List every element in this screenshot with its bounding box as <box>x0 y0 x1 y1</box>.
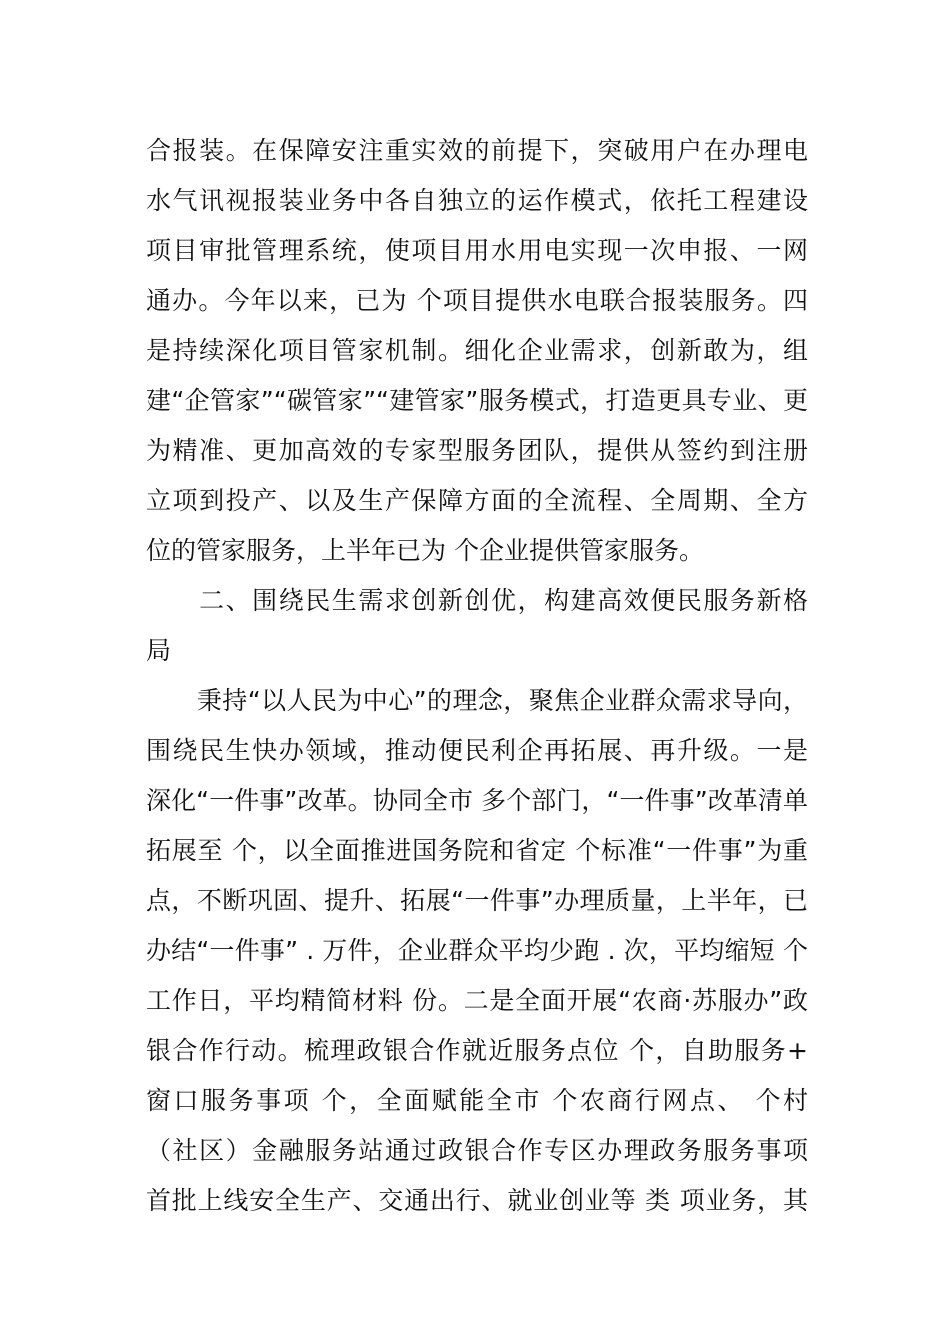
text-line: 办结“一件事” . 万件，企业群众平均少跑 . 次，平均缩短 个 <box>146 936 808 965</box>
text-line: （社区）金融服务站通过政银合作专区办理政务服务事项 <box>146 1136 808 1165</box>
text-line: 建“企管家”“碳管家”“建管家”服务模式，打造更具专业、更 <box>146 386 808 415</box>
text-line: 秉持“以人民为中心”的理念，聚焦企业群众需求导向， <box>146 686 808 715</box>
section-heading-end: 局 <box>146 636 172 665</box>
text-line: 水气讯视报装业务中各自独立的运作模式，依托工程建设 <box>146 186 808 215</box>
text-line: 点，不断巩固、提升、拓展“一件事”办理质量，上半年，已 <box>146 886 808 915</box>
document-body <box>146 126 808 1226</box>
text-line: 工作日，平均精简材料 份。二是全面开展“农商·苏服办”政 <box>146 986 808 1015</box>
text-line: 为精准、更加高效的专家型服务团队，提供从签约到注册 <box>146 436 808 465</box>
paragraph-last-line: 位的管家服务，上半年已为 个企业提供管家服务。 <box>146 536 704 565</box>
text-line: 是持续深化项目管家机制。细化企业需求，创新敢为，组 <box>146 336 808 365</box>
text-line: 拓展至 个，以全面推进国务院和省定 个标准“一件事”为重 <box>146 836 808 865</box>
section-heading: 二、围绕民生需求创新创优，构建高效便民服务新格 <box>146 586 808 615</box>
text-line: 项目审批管理系统，使项目用水用电实现一次申报、一网 <box>146 236 808 265</box>
text-line: 立项到投产、以及生产保障方面的全流程、全周期、全方 <box>146 486 808 515</box>
text-line: 深化“一件事”改革。协同全市 多个部门，“一件事”改革清单 <box>146 786 808 815</box>
text-line: 合报装。在保障安注重实效的前提下，突破用户在办理电 <box>146 136 808 165</box>
text-line: 首批上线安全生产、交通出行、就业创业等 类 项业务，其 <box>146 1186 808 1215</box>
text-line: 通办。今年以来，已为 个项目提供水电联合报装服务。四 <box>146 286 808 315</box>
text-line: 围绕民生快办领域，推动便民利企再拓展、再升级。一是 <box>146 736 808 765</box>
text-line: 窗口服务事项 个，全面赋能全市 个农商行网点、 个村 <box>146 1086 808 1115</box>
text-line: 银合作行动。梳理政银合作就近服务点位 个，自助服务+ <box>146 1036 808 1065</box>
